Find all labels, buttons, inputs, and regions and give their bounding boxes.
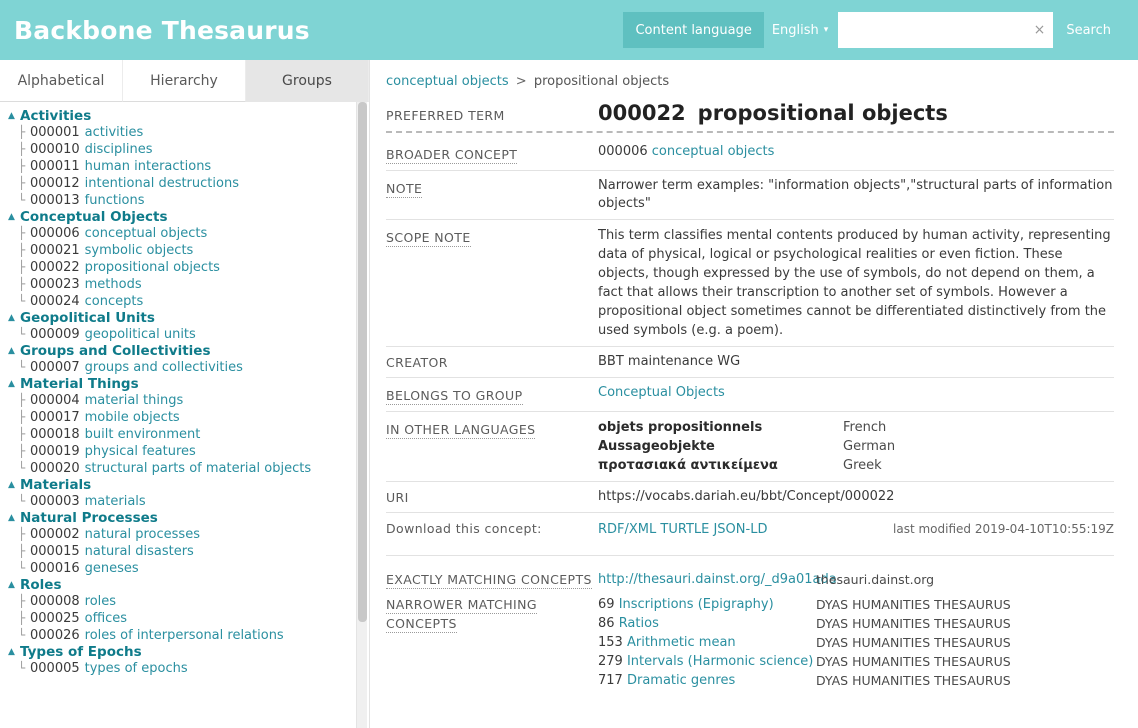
exactly-matching-label <box>386 570 598 589</box>
tree-item-id: 000001 <box>30 125 80 140</box>
tree-item-id: 000003 <box>30 494 80 509</box>
tree-group-types-of-epochs[interactable] <box>8 644 353 660</box>
tree-item-label[interactable]: human interactions <box>84 159 212 174</box>
tree-elbow-icon: └ <box>18 294 26 308</box>
tab-groups[interactable]: Groups <box>246 60 369 102</box>
scope-note-value: This term classifies mental contents produced by human activity, representing data of physical, logical or psychological realities or even fiction. These objects, though expressed by the use of symbols, do not depend on them, a fact that allows their transcription to another set of symbols. However a propositional object sometimes cannot be differentiated distinctively from the used symbols (e.g. a poem). <box>598 228 1111 338</box>
divider <box>386 346 1114 347</box>
uri-label: URI <box>386 490 409 505</box>
tree-item[interactable] <box>8 593 353 610</box>
tree-item[interactable] <box>8 660 353 677</box>
tree-item-id: 000021 <box>30 243 80 258</box>
tree-item[interactable] <box>8 493 353 510</box>
exactly-matching-source: thesauri.dainst.org <box>816 572 935 587</box>
tree-item-id: 000023 <box>30 277 80 292</box>
tab-hierarchy[interactable]: Hierarchy <box>123 60 246 102</box>
triangle-down-icon: ▲ <box>8 513 15 523</box>
other-languages-label: IN OTHER LANGUAGES <box>386 422 536 437</box>
tree-item[interactable] <box>8 392 353 409</box>
tree-item-id: 000015 <box>30 544 80 559</box>
tree-item-label[interactable]: roles of interpersonal relations <box>84 628 284 643</box>
preferred-term-label-cell <box>386 106 598 124</box>
narrower-matching-item <box>598 633 1114 652</box>
scope-note-label-cell <box>386 226 598 340</box>
other-language-name: Greek <box>843 458 882 473</box>
narrower-matching-label <box>386 595 598 690</box>
language-value: English <box>771 22 819 38</box>
tree-item-label[interactable]: material things <box>84 393 184 408</box>
tree-group-label[interactable]: Geopolitical Units <box>20 310 155 326</box>
narrower-matching-row <box>386 595 1114 690</box>
tree-item[interactable] <box>8 293 353 310</box>
tree-group-conceptual-objects[interactable] <box>8 209 353 225</box>
tree-elbow-icon: └ <box>18 494 26 508</box>
tree-item-label[interactable]: built environment <box>84 427 201 442</box>
tree-elbow-icon: ├ <box>18 142 26 156</box>
narrower-matching-num: 69 <box>598 597 615 612</box>
concept-tree <box>0 102 369 728</box>
tree-elbow-icon: └ <box>18 193 26 207</box>
tree-item[interactable] <box>8 158 353 175</box>
exactly-matching-link-cell <box>598 570 837 589</box>
tree-elbow-icon: └ <box>18 360 26 374</box>
other-languages-terms <box>598 418 843 475</box>
tree-group-label[interactable]: Types of Epochs <box>20 644 142 660</box>
tree-item-id: 000007 <box>30 360 80 375</box>
narrower-matching-link-cell <box>598 614 816 633</box>
tree-item-label[interactable]: offices <box>84 611 128 626</box>
tree-item[interactable] <box>8 175 353 192</box>
download-formats <box>598 521 893 539</box>
tree-scrollbar[interactable] <box>356 102 367 728</box>
tree-group-label[interactable]: Conceptual Objects <box>20 209 168 225</box>
tree-item-label[interactable]: structural parts of material objects <box>84 461 312 476</box>
tab-alphabetical[interactable]: Alphabetical <box>0 60 123 102</box>
tree-elbow-icon: ├ <box>18 226 26 240</box>
narrower-matching-link-cell <box>598 652 816 671</box>
last-modified: last modified 2019-04-10T10:55:19Z <box>893 522 1114 536</box>
tree-item-label[interactable]: mobile objects <box>84 410 180 425</box>
narrower-matching-link-cell <box>598 671 816 690</box>
exactly-matching-label-text: EXACTLY MATCHING CONCEPTS <box>386 572 592 587</box>
tree-item-id: 000008 <box>30 594 80 609</box>
tree-item-label[interactable]: methods <box>84 277 142 292</box>
browse-tabs <box>0 60 369 102</box>
narrower-matching-link[interactable]: Inscriptions (Epigraphy) <box>618 597 774 612</box>
narrower-matching-num: 279 <box>598 654 623 669</box>
other-language-name: German <box>843 439 896 454</box>
narrower-matching-link-cell <box>598 595 816 614</box>
tree-elbow-icon: ├ <box>18 260 26 274</box>
download-label: Download this concept: <box>386 521 542 536</box>
broader-concept-row <box>386 143 1114 164</box>
narrower-matching-source: DYAS HUMANITIES THESAURUS <box>816 673 1011 688</box>
belongs-to-group-row <box>386 384 1114 405</box>
tree-item-id: 000024 <box>30 294 80 309</box>
preferred-term-label: PREFERRED TERM <box>386 108 505 123</box>
section-divider <box>386 555 1114 556</box>
other-language-term: Aussageobjekte <box>598 439 715 454</box>
other-languages-row <box>386 418 1114 475</box>
breadcrumb-current: propositional objects <box>533 74 670 89</box>
term-name: propositional objects <box>697 101 948 125</box>
language-selector[interactable] <box>764 12 838 48</box>
divider <box>386 481 1114 482</box>
creator-label-cell <box>386 353 598 371</box>
narrower-matching-num: 153 <box>598 635 623 650</box>
uri-label-cell <box>386 488 598 506</box>
tree-item-label[interactable]: geneses <box>84 561 139 576</box>
tree-group-groups-and-collectivities[interactable] <box>8 343 353 359</box>
belongs-to-group-link[interactable]: Conceptual Objects <box>598 385 725 400</box>
scope-note-row <box>386 226 1114 340</box>
note-value: Narrower term examples: "information objects","structural parts of information objects" <box>598 178 1113 211</box>
narrower-matching-link[interactable]: Dramatic genres <box>626 673 736 688</box>
tree-item-label[interactable]: concepts <box>84 294 144 309</box>
tree-group-label[interactable]: Materials <box>20 477 92 493</box>
term-code: 000022 <box>598 101 686 125</box>
tree-item-label[interactable]: physical features <box>84 444 196 459</box>
tree-item[interactable] <box>8 610 353 627</box>
concept-detail-panel <box>370 60 1138 728</box>
broader-concept-link[interactable]: conceptual objects <box>651 144 775 159</box>
triangle-down-icon: ▲ <box>8 647 15 657</box>
tree-item-id: 000013 <box>30 193 80 208</box>
belongs-to-group-label: BELONGS TO GROUP <box>386 388 523 403</box>
tree-item[interactable] <box>8 443 353 460</box>
note-row <box>386 177 1114 213</box>
tree-item-id: 000017 <box>30 410 80 425</box>
search-box <box>838 12 1053 48</box>
divider <box>386 219 1114 220</box>
divider <box>386 512 1114 513</box>
tree-item-label[interactable]: types of epochs <box>84 661 188 676</box>
triangle-down-icon: ▲ <box>8 111 15 121</box>
tree-elbow-icon: ├ <box>18 594 26 608</box>
tree-group-roles[interactable] <box>8 577 353 593</box>
narrower-matching-link[interactable]: Intervals (Harmonic science) <box>626 654 814 669</box>
other-language-term: objets propositionnels <box>598 420 763 435</box>
narrower-matching-source: DYAS HUMANITIES THESAURUS <box>816 616 1011 631</box>
tree-item[interactable] <box>8 526 353 543</box>
tree-elbow-icon: └ <box>18 661 26 675</box>
tree-elbow-icon: ├ <box>18 393 26 407</box>
tree-group-material-things[interactable] <box>8 376 353 392</box>
tree-item-label[interactable]: propositional objects <box>84 260 220 275</box>
tree-item-label[interactable]: functions <box>84 193 145 208</box>
tree-group-natural-processes[interactable] <box>8 510 353 526</box>
tree-item[interactable] <box>8 326 353 343</box>
tree-item-id: 000020 <box>30 461 80 476</box>
note-label: NOTE <box>386 181 423 196</box>
tree-item-label[interactable]: natural disasters <box>84 544 194 559</box>
app-header <box>0 0 1138 60</box>
tree-item[interactable] <box>8 627 353 644</box>
tree-elbow-icon: ├ <box>18 427 26 441</box>
broader-concept-code: 000006 <box>598 144 648 159</box>
tree-item-label[interactable]: intentional destructions <box>84 176 239 191</box>
exactly-matching-link[interactable]: http://thesauri.dainst.org/_d9a01ada <box>598 572 837 587</box>
tree-group-label[interactable]: Groups and Collectivities <box>20 343 211 359</box>
tree-group-label[interactable]: Roles <box>20 577 62 593</box>
tree-item-id: 000006 <box>30 226 80 241</box>
tree-group-label[interactable]: Activities <box>20 108 92 124</box>
tree-elbow-icon: ├ <box>18 243 26 257</box>
tree-elbow-icon: └ <box>18 461 26 475</box>
other-languages-names <box>843 418 895 475</box>
narrower-matching-source: DYAS HUMANITIES THESAURUS <box>816 654 1011 669</box>
tree-item-label[interactable]: activities <box>84 125 144 140</box>
tree-item-id: 000009 <box>30 327 80 342</box>
tree-item-id: 000005 <box>30 661 80 676</box>
other-language-name: French <box>843 420 887 435</box>
breadcrumb <box>386 74 1114 89</box>
tree-item[interactable] <box>8 242 353 259</box>
narrower-matching-num: 717 <box>598 673 623 688</box>
triangle-down-icon: ▲ <box>8 379 15 389</box>
tree-item-id: 000016 <box>30 561 80 576</box>
narrower-matching-link[interactable]: Arithmetic mean <box>626 635 736 650</box>
tree-item-label[interactable]: conceptual objects <box>84 226 208 241</box>
tree-item[interactable] <box>8 225 353 242</box>
main-body <box>0 60 1138 728</box>
tree-elbow-icon: ├ <box>18 611 26 625</box>
tree-item[interactable] <box>8 259 353 276</box>
tree-item[interactable] <box>8 359 353 376</box>
narrower-matching-source: DYAS HUMANITIES THESAURUS <box>816 597 1011 612</box>
tree-group-materials[interactable] <box>8 477 353 493</box>
breadcrumb-separator: > <box>515 74 527 89</box>
tree-content <box>8 108 369 677</box>
tree-elbow-icon: ├ <box>18 410 26 424</box>
triangle-down-icon: ▲ <box>8 580 15 590</box>
tree-elbow-icon: ├ <box>18 125 26 139</box>
tree-item-id: 000010 <box>30 142 80 157</box>
divider-dashed <box>386 131 1114 133</box>
tree-item[interactable] <box>8 141 353 158</box>
tree-elbow-icon: ├ <box>18 277 26 291</box>
uri-row <box>386 488 1114 506</box>
tree-item[interactable] <box>8 543 353 560</box>
divider <box>386 170 1114 171</box>
tree-item[interactable] <box>8 124 353 141</box>
narrower-matching-item <box>598 652 1114 671</box>
narrower-matching-item <box>598 595 1114 614</box>
tree-elbow-icon: ├ <box>18 527 26 541</box>
creator-value: BBT maintenance WG <box>598 354 741 369</box>
header-controls <box>623 12 1124 48</box>
tree-item-label[interactable]: roles <box>84 594 117 609</box>
tree-item-id: 000019 <box>30 444 80 459</box>
clear-icon[interactable]: × <box>1033 22 1046 38</box>
tree-item-id: 000011 <box>30 159 80 174</box>
narrower-matching-link-cell <box>598 633 816 652</box>
uri-value: https://vocabs.dariah.eu/bbt/Concept/000022 <box>598 489 895 504</box>
tree-item-id: 000002 <box>30 527 80 542</box>
narrower-matching-num: 86 <box>598 616 615 631</box>
search-input[interactable] <box>838 13 1053 47</box>
tree-elbow-icon: └ <box>18 327 26 341</box>
tree-elbow-icon: ├ <box>18 444 26 458</box>
content-language-label: Content language <box>623 12 763 48</box>
tree-item-id: 000022 <box>30 260 80 275</box>
exactly-matching-row <box>386 570 1114 589</box>
narrower-matching-source: DYAS HUMANITIES THESAURUS <box>816 635 1011 650</box>
narrower-matching-item <box>598 614 1114 633</box>
download-row <box>386 519 1114 539</box>
tree-item-id: 000012 <box>30 176 80 191</box>
narrower-matching-item <box>598 671 1114 690</box>
app-title: Backbone Thesaurus <box>14 15 310 45</box>
tree-item-label[interactable]: materials <box>84 494 146 509</box>
broader-concept-label-cell <box>386 143 598 164</box>
tree-elbow-icon: ├ <box>18 544 26 558</box>
creator-label: CREATOR <box>386 355 448 370</box>
tree-item[interactable] <box>8 409 353 426</box>
search-button[interactable]: Search <box>1053 12 1124 48</box>
tree-group-label[interactable]: Natural Processes <box>20 510 158 526</box>
browse-panel <box>0 60 370 728</box>
note-label-cell <box>386 177 598 213</box>
download-formats-links[interactable]: RDF/XML TURTLE JSON-LD <box>598 522 768 537</box>
preferred-term-row <box>386 101 1114 125</box>
broader-concept-value <box>598 143 1114 164</box>
divider <box>386 377 1114 378</box>
tree-item[interactable] <box>8 426 353 443</box>
belongs-to-group-label-cell <box>386 384 598 405</box>
tree-elbow-icon: └ <box>18 628 26 642</box>
belongs-to-group-value <box>598 384 1114 405</box>
tree-item[interactable] <box>8 192 353 209</box>
tree-item-label[interactable]: geopolitical units <box>84 327 196 342</box>
tree-item-id: 000004 <box>30 393 80 408</box>
tree-item-id: 000026 <box>30 628 80 643</box>
chevron-down-icon: ▾ <box>823 25 829 35</box>
tree-elbow-icon: ├ <box>18 159 26 173</box>
tree-group-activities[interactable] <box>8 108 353 124</box>
creator-row <box>386 353 1114 371</box>
download-label-cell <box>386 519 598 537</box>
narrower-matching-label-text: NARROWER MATCHING CONCEPTS <box>386 597 537 631</box>
tree-item[interactable] <box>8 460 353 477</box>
triangle-down-icon: ▲ <box>8 313 15 323</box>
breadcrumb-parent-link[interactable]: conceptual objects <box>386 74 509 89</box>
tree-item[interactable] <box>8 276 353 293</box>
triangle-down-icon: ▲ <box>8 346 15 356</box>
tree-item[interactable] <box>8 560 353 577</box>
tree-item-label[interactable]: disciplines <box>84 142 153 157</box>
triangle-down-icon: ▲ <box>8 212 15 222</box>
preferred-term-title <box>598 101 948 125</box>
tree-item-label[interactable]: natural processes <box>84 527 200 542</box>
divider <box>386 411 1114 412</box>
broader-concept-label: BROADER CONCEPT <box>386 147 518 162</box>
narrower-matching-link[interactable]: Ratios <box>618 616 659 631</box>
other-languages-value <box>598 418 1114 475</box>
tree-item-id: 000025 <box>30 611 80 626</box>
triangle-down-icon: ▲ <box>8 480 15 490</box>
tree-item-label[interactable]: symbolic objects <box>84 243 194 258</box>
scope-note-label: SCOPE NOTE <box>386 230 471 245</box>
tree-group-geopolitical-units[interactable] <box>8 310 353 326</box>
tree-elbow-icon: ├ <box>18 176 26 190</box>
narrower-matching-list <box>598 595 1114 690</box>
tree-item-label[interactable]: groups and collectivities <box>84 360 243 375</box>
tree-elbow-icon: └ <box>18 561 26 575</box>
other-languages-label-cell <box>386 418 598 475</box>
other-language-term: προτασιακά αντικείμενα <box>598 458 778 473</box>
tree-item-id: 000018 <box>30 427 80 442</box>
tree-group-label[interactable]: Material Things <box>20 376 139 392</box>
tree-scrollbar-thumb[interactable] <box>358 102 367 622</box>
